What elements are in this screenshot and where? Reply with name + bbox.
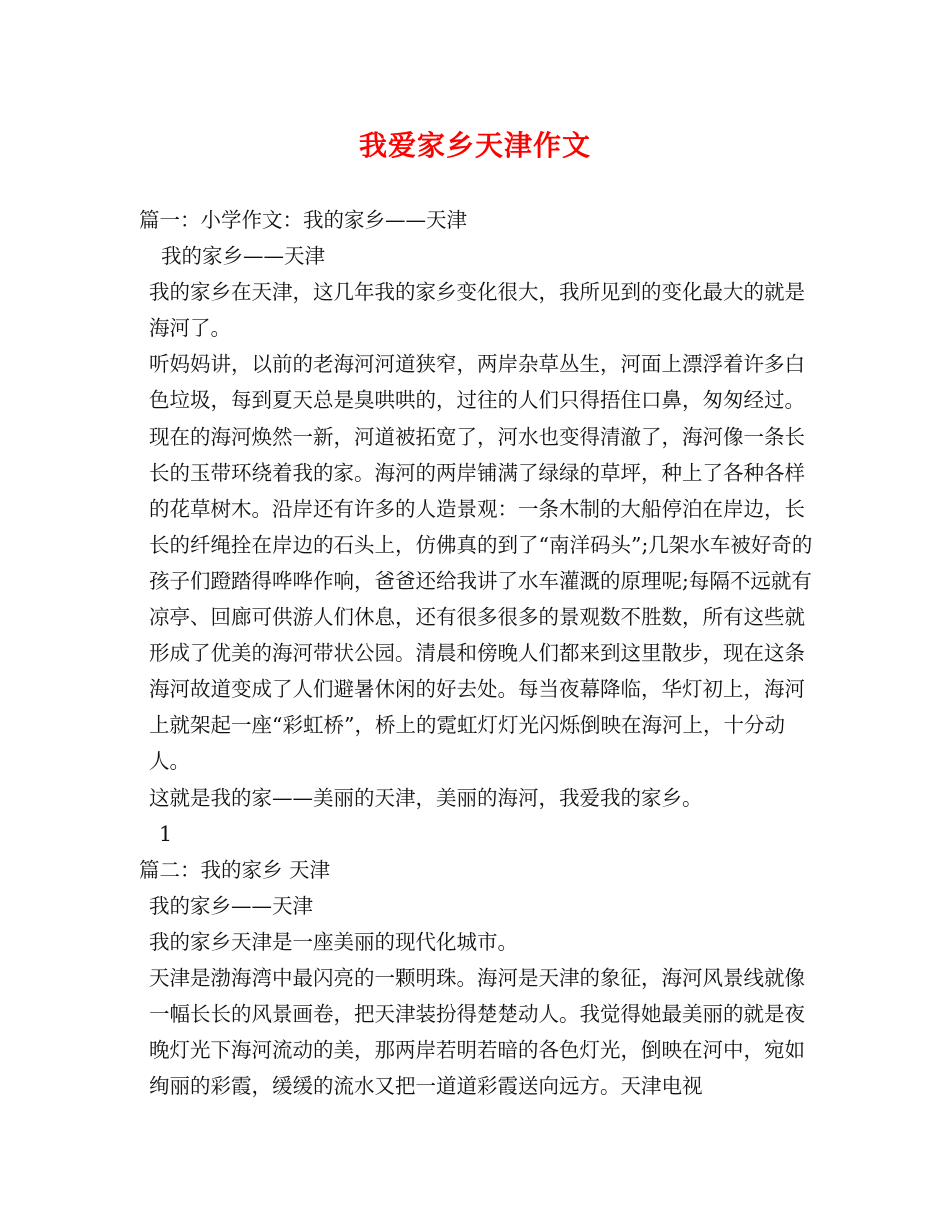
section2-paragraph-1: 我的家乡天津是一座美丽的现代化城市。 [149,929,518,954]
section1-subtitle: 我的家乡——天津 [161,244,325,269]
document-title: 我爱家乡天津作文 [358,129,591,162]
section2-paragraph-2: 天津是渤海湾中最闪亮的一颗明珠。海河是天津的象征，海河风景线就像一幅长长的风景画卷，把天津装扮得楚楚动人。我觉得她最美丽的就是夜晚灯光下海河流动的美，那两岸若明若暗的各色灯光，倒映在河中，宛如绚丽的彩霞，缓缓的流水又把一道道彩霞送向远方。天津电视 [149,965,805,1099]
section1-paragraph-1: 我的家乡在天津，这几年我的家乡变化很大，我所见到的变化最大的就是海河了。 [149,280,805,341]
section2-subtitle: 我的家乡——天津 [149,893,313,918]
section1-heading: 篇一：小学作文：我的家乡——天津 [139,208,467,232]
page-number: 1 [159,821,173,846]
section1-paragraph-2: 听妈妈讲，以前的老海河河道狭窄，两岸杂草丛生，河面上漂浮着许多白色垃圾，每到夏天总是臭哄哄的，过往的人们只得捂住口鼻，匆匆经过。现在的海河焕然一新，河道被拓宽了，河水也变得清澈了，海河像一条长长的玉带环绕着我的家。海河的两岸铺满了绿绿的草坪，种上了各种各样的花草树木。沿岸还有许多的人造景观：一条木制的大船停泊在岸边，长长的纤绳拴在岸边的石头上，仿佛真的到了“南洋码头”;几架水车被好奇的孩子们蹬踏得哗哗作响，爸爸还给我讲了水车灌溉的原理呢;每隔不远就有凉亭、回廊可供游人们休息，还有很多很多的景观数不胜数，所有这些就形成了优美的海河带状公园。清晨和傍晚人们都来到这里散步，现在这条海河故道变成了人们避暑休闲的好去处。每当夜幕降临，华灯初上，海河上就架起一座“彩虹桥”，桥上的霓虹灯灯光闪烁倒映在海河上，十分动人。 [149,352,813,774]
section2-heading: 篇二：我的家乡 天津 [139,857,331,882]
section1-paragraph-3: 这就是我的家——美丽的天津，美丽的海河，我爱我的家乡。 [149,785,703,810]
document-body [139,202,819,1104]
